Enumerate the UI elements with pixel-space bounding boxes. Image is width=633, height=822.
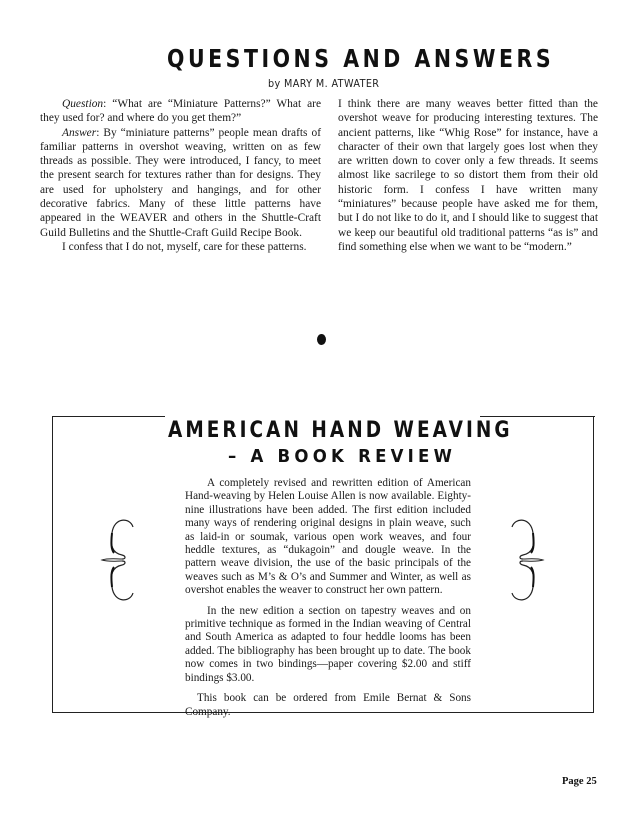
review-body [185, 477, 471, 719]
article-right-column [338, 97, 598, 254]
question-label: Question [62, 98, 104, 110]
review-paragraph: In the new edition a section on tapestry weaves and on primitive technique as formed in the Indian weaving of Central and South America as adapted to four heddle looms has been added. The bibliography has been brought up to date. The book now comes in two bindings—paper covering $2.00 and stiff bindings $3.00. [185, 604, 471, 684]
confession-paragraph: I confess that I do not, myself, care for these patterns. [62, 240, 307, 253]
article-byline: by MARY M. ATWATER [268, 78, 380, 90]
article-left-column [40, 97, 321, 254]
bullet-icon [317, 334, 326, 345]
review-title: AMERICAN HAND WEAVING [168, 418, 513, 443]
page-number: Page 25 [562, 776, 597, 787]
answer-text: : By “miniature patterns” people mean drafts of familiar patterns in overshot weaving, written on as few threads as possible. They were introduced, I fancy, to meet the present search for textures rather than for designs. They are used for upholstery and hangings, and for other decorative fabrics. Many of these little patterns have appeared in the WEAVER and others in the Shuttle-Craft Guild Bulletins and the Shuttle-Craft Guild Recipe Book. [40, 126, 321, 239]
right-column-paragraph: I think there are many weaves better fitted than the overshot weave for producing interesting textures. The ancient patterns, like “Whig Rose” for instance, have a character of their own that largely goes lost when they are written down to cover only a few threads. It seems almost like sacrilege to so distort them from their old historic form. I confess I have written many “miniatures” because people have asked me for them, but I do not like to do it, and I should like to suggest that we keep our beautiful old traditional patterns “as is” and find something else when we want to be “modern.” [338, 98, 598, 253]
question-paragraph [40, 97, 321, 126]
review-paragraph: This book can be ordered from Emile Bernat & Sons Company. [185, 692, 471, 718]
review-box-top-rule-right [480, 416, 595, 417]
flourish-left-icon [100, 515, 140, 605]
answer-paragraph [40, 126, 321, 240]
question-text: : “What are “Miniature Patterns?” What are they used for? and where do you get them?” [40, 98, 321, 125]
review-box-top-rule-left [52, 416, 165, 417]
answer-label: Answer [62, 126, 97, 139]
review-subtitle: – A BOOK REVIEW [228, 446, 457, 467]
review-paragraph: A completely revised and rewritten edition of American Hand-weaving by Helen Louise Allen is now available. Eighty-nine illustrations have been added. The first edition included many ways of rendering original designs in plain weave, such as laid-in or soumak, various open work weaves, and four heddle textures, as “dukagoin” and dougle weave. In the pattern weave division, the use of the basic principals of the weaves such as M’s & O’s and Summer and Winter, as well as overshot enables the weaver to construct her own pattern. [185, 477, 471, 597]
flourish-right-icon [505, 515, 545, 605]
article-title: QUESTIONS AND ANSWERS [167, 44, 555, 73]
